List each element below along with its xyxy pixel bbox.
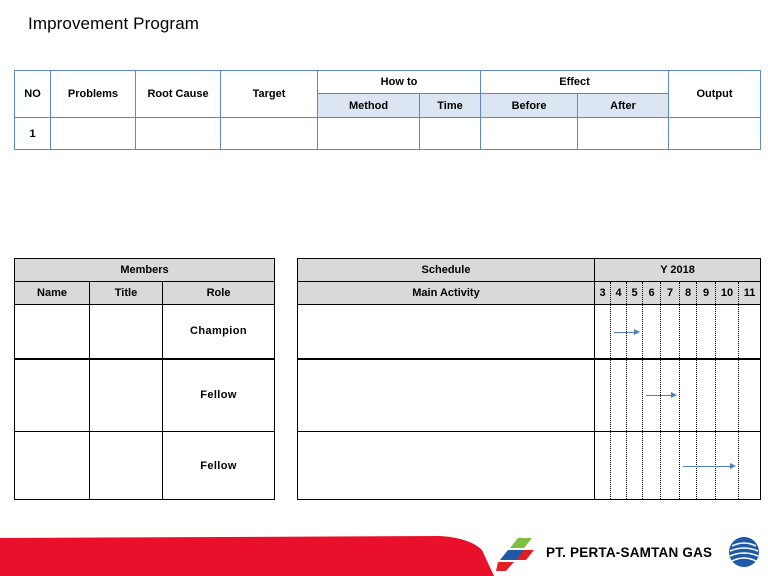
gantt-arrow bbox=[614, 332, 638, 333]
member-row bbox=[15, 359, 275, 432]
member-title-cell[interactable] bbox=[90, 359, 163, 432]
month-header: 5 bbox=[627, 282, 643, 305]
red-band bbox=[0, 536, 494, 576]
member-name-cell[interactable] bbox=[15, 359, 90, 432]
member-row bbox=[15, 305, 275, 359]
header-how-to: How to bbox=[318, 71, 481, 94]
month-header: 4 bbox=[611, 282, 627, 305]
activity-cell[interactable] bbox=[298, 432, 595, 500]
month-header: 3 bbox=[595, 282, 611, 305]
main-activity-header: Main Activity bbox=[298, 282, 595, 305]
header-output: Output bbox=[669, 71, 761, 118]
member-title-cell[interactable] bbox=[90, 432, 163, 500]
improvement-table bbox=[14, 70, 761, 150]
cell-output[interactable] bbox=[669, 118, 761, 150]
cell-before[interactable] bbox=[481, 118, 578, 150]
schedule-table bbox=[297, 258, 761, 500]
month-header: 9 bbox=[697, 282, 716, 305]
member-name-cell[interactable] bbox=[15, 432, 90, 500]
month-header: 10 bbox=[716, 282, 739, 305]
header-time: Time bbox=[420, 94, 481, 118]
member-name-cell[interactable] bbox=[15, 305, 90, 359]
members-header: Members bbox=[15, 259, 275, 282]
page-title: Improvement Program bbox=[28, 14, 200, 33]
member-role-cell: Fellow bbox=[163, 432, 275, 500]
schedule-row bbox=[298, 359, 761, 432]
header-role: Role bbox=[163, 282, 275, 305]
month-header: 8 bbox=[680, 282, 697, 305]
header-target: Target bbox=[221, 71, 318, 118]
activity-cell[interactable] bbox=[298, 359, 595, 432]
cell-target[interactable] bbox=[221, 118, 318, 150]
table-row bbox=[15, 118, 761, 150]
member-title-cell[interactable] bbox=[90, 305, 163, 359]
month-header: 6 bbox=[643, 282, 661, 305]
cell-method[interactable] bbox=[318, 118, 420, 150]
header-name: Name bbox=[15, 282, 90, 305]
globe-logo-icon bbox=[727, 535, 761, 569]
month-header: 11 bbox=[739, 282, 761, 305]
header-before: Before bbox=[481, 94, 578, 118]
member-role-cell: Champion bbox=[163, 305, 275, 359]
schedule-row bbox=[298, 305, 761, 359]
gantt-arrow bbox=[683, 466, 734, 467]
header-effect: Effect bbox=[481, 71, 669, 94]
cell-after[interactable] bbox=[578, 118, 669, 150]
member-role-cell: Fellow bbox=[163, 359, 275, 432]
gantt-arrow bbox=[646, 395, 675, 396]
cell-time[interactable] bbox=[420, 118, 481, 150]
company-logo-icon bbox=[496, 536, 540, 572]
schedule-header: Schedule bbox=[298, 259, 595, 282]
cell-problems[interactable] bbox=[51, 118, 136, 150]
header-after: After bbox=[578, 94, 669, 118]
header-no: NO bbox=[15, 71, 51, 118]
members-table bbox=[14, 258, 275, 500]
cell-root-cause[interactable] bbox=[136, 118, 221, 150]
company-name: PT. PERTA-SAMTAN GAS bbox=[546, 545, 713, 560]
header-problems: Problems bbox=[51, 71, 136, 118]
member-row bbox=[15, 432, 275, 500]
month-header: 7 bbox=[661, 282, 680, 305]
cell-no: 1 bbox=[15, 118, 51, 150]
header-root-cause: Root Cause bbox=[136, 71, 221, 118]
header-title: Title bbox=[90, 282, 163, 305]
activity-cell[interactable] bbox=[298, 305, 595, 359]
header-method: Method bbox=[318, 94, 420, 118]
year-header: Y 2018 bbox=[595, 259, 761, 282]
